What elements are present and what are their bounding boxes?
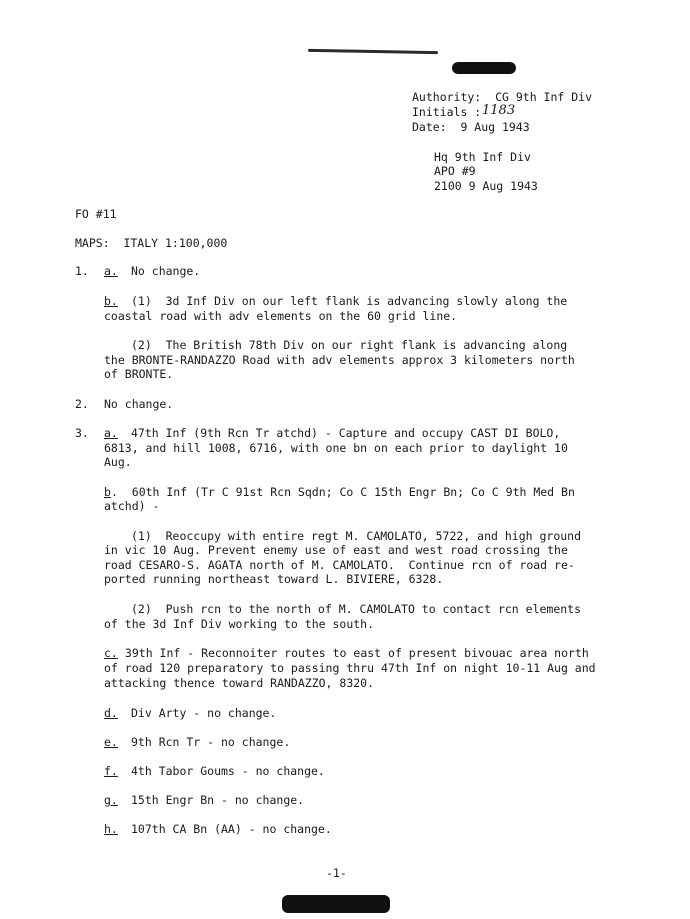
para3c-line3: attacking thence toward RANDAZZO, 8320. <box>104 676 375 690</box>
para3b-line2: atchd) - <box>104 499 160 513</box>
para3a-label: a. <box>104 426 118 440</box>
top-scrawl-mark <box>308 49 438 54</box>
field-order-number: FO #11 <box>75 207 117 221</box>
apo-line: APO #9 <box>434 164 476 178</box>
para3f-text: 4th Tabor Goums - no change. <box>131 764 325 778</box>
maps-line: MAPS: ITALY 1:100,000 <box>75 236 228 250</box>
para3-number: 3. <box>75 426 89 440</box>
para3e-label: e. <box>104 735 118 749</box>
para1b1-line1: (1) 3d Inf Div on our left flank is advancing slowly along the <box>131 294 568 308</box>
para3h-text: 107th CA Bn (AA) - no change. <box>131 822 332 836</box>
para3b1-line1: (1) Reoccupy with entire regt M. CAMOLATO, 5722, and high ground <box>131 529 582 543</box>
para3c-line2: of road 120 preparatory to passing thru 47th Inf on night 10-11 Aug and <box>104 661 596 675</box>
para1a-label: a. <box>104 264 118 278</box>
hq-line: Hq 9th Inf Div <box>434 150 531 164</box>
para3e-text: 9th Rcn Tr - no change. <box>131 735 291 749</box>
para3a-line1: 47th Inf (9th Rcn Tr atchd) - Capture and occupy CAST DI BOLO, <box>131 426 561 440</box>
para1b-label: b. <box>104 294 118 308</box>
para3h-label: h. <box>104 822 118 836</box>
para3c-line1: 39th Inf - Reconnoiter routes to east of present bivouac area north <box>118 646 589 660</box>
para3a-line2: 6813, and hill 1008, 6716, with one bn on each prior to daylight 10 <box>104 441 568 455</box>
para3d-label: d. <box>104 706 118 720</box>
page-number: -1- <box>326 866 347 880</box>
para2-text: No change. <box>104 397 174 411</box>
para3g-label: g. <box>104 793 118 807</box>
para2-number: 2. <box>75 397 89 411</box>
top-redaction-bar <box>452 62 516 74</box>
para3b1-line2: in vic 10 Aug. Prevent enemy use of east and west road crossing the <box>104 543 568 557</box>
para1b1-line2: coastal road with adv elements on the 60 grid line. <box>104 309 458 323</box>
authority-line: Authority: CG 9th Inf Div <box>412 90 593 104</box>
para3f-label: f. <box>104 764 118 778</box>
para3b2-line1: (2) Push rcn to the north of M. CAMOLATO to contact rcn elements <box>131 602 582 616</box>
bottom-redaction-bar <box>282 895 390 913</box>
para3b1-line4: ported running northeast toward L. BIVIERE, 6328. <box>104 572 444 586</box>
para1-number: 1. <box>75 264 89 278</box>
date-line: Date: 9 Aug 1943 <box>412 120 530 134</box>
para1b2-line2: the BRONTE-RANDAZZO Road with adv elements approx 3 kilometers north <box>104 353 575 367</box>
initials-signature: 1183 <box>482 103 516 118</box>
para1a-text: No change. <box>131 264 201 278</box>
para3b1-line3: road CESARO-S. AGATA north of M. CAMOLATO. Continue rcn of road re- <box>104 558 575 572</box>
para3d-text: Div Arty - no change. <box>131 706 277 720</box>
time-line: 2100 9 Aug 1943 <box>434 179 538 193</box>
initials-label: Initials : <box>412 105 482 119</box>
para3c-label: c. <box>104 646 118 660</box>
para1b2-line1: (2) The British 78th Div on our right flank is advancing along <box>131 338 568 352</box>
para1b2-line3: of BRONTE. <box>104 367 174 381</box>
para3a-line3: Aug. <box>104 455 132 469</box>
para3b-line1: . 60th Inf (Tr C 91st Rcn Sqdn; Co C 15th Engr Bn; Co C 9th Med Bn <box>111 485 575 499</box>
para3b-label: b <box>104 485 111 499</box>
para3g-text: 15th Engr Bn - no change. <box>131 793 305 807</box>
para3b2-line2: of the 3d Inf Div working to the south. <box>104 617 375 631</box>
